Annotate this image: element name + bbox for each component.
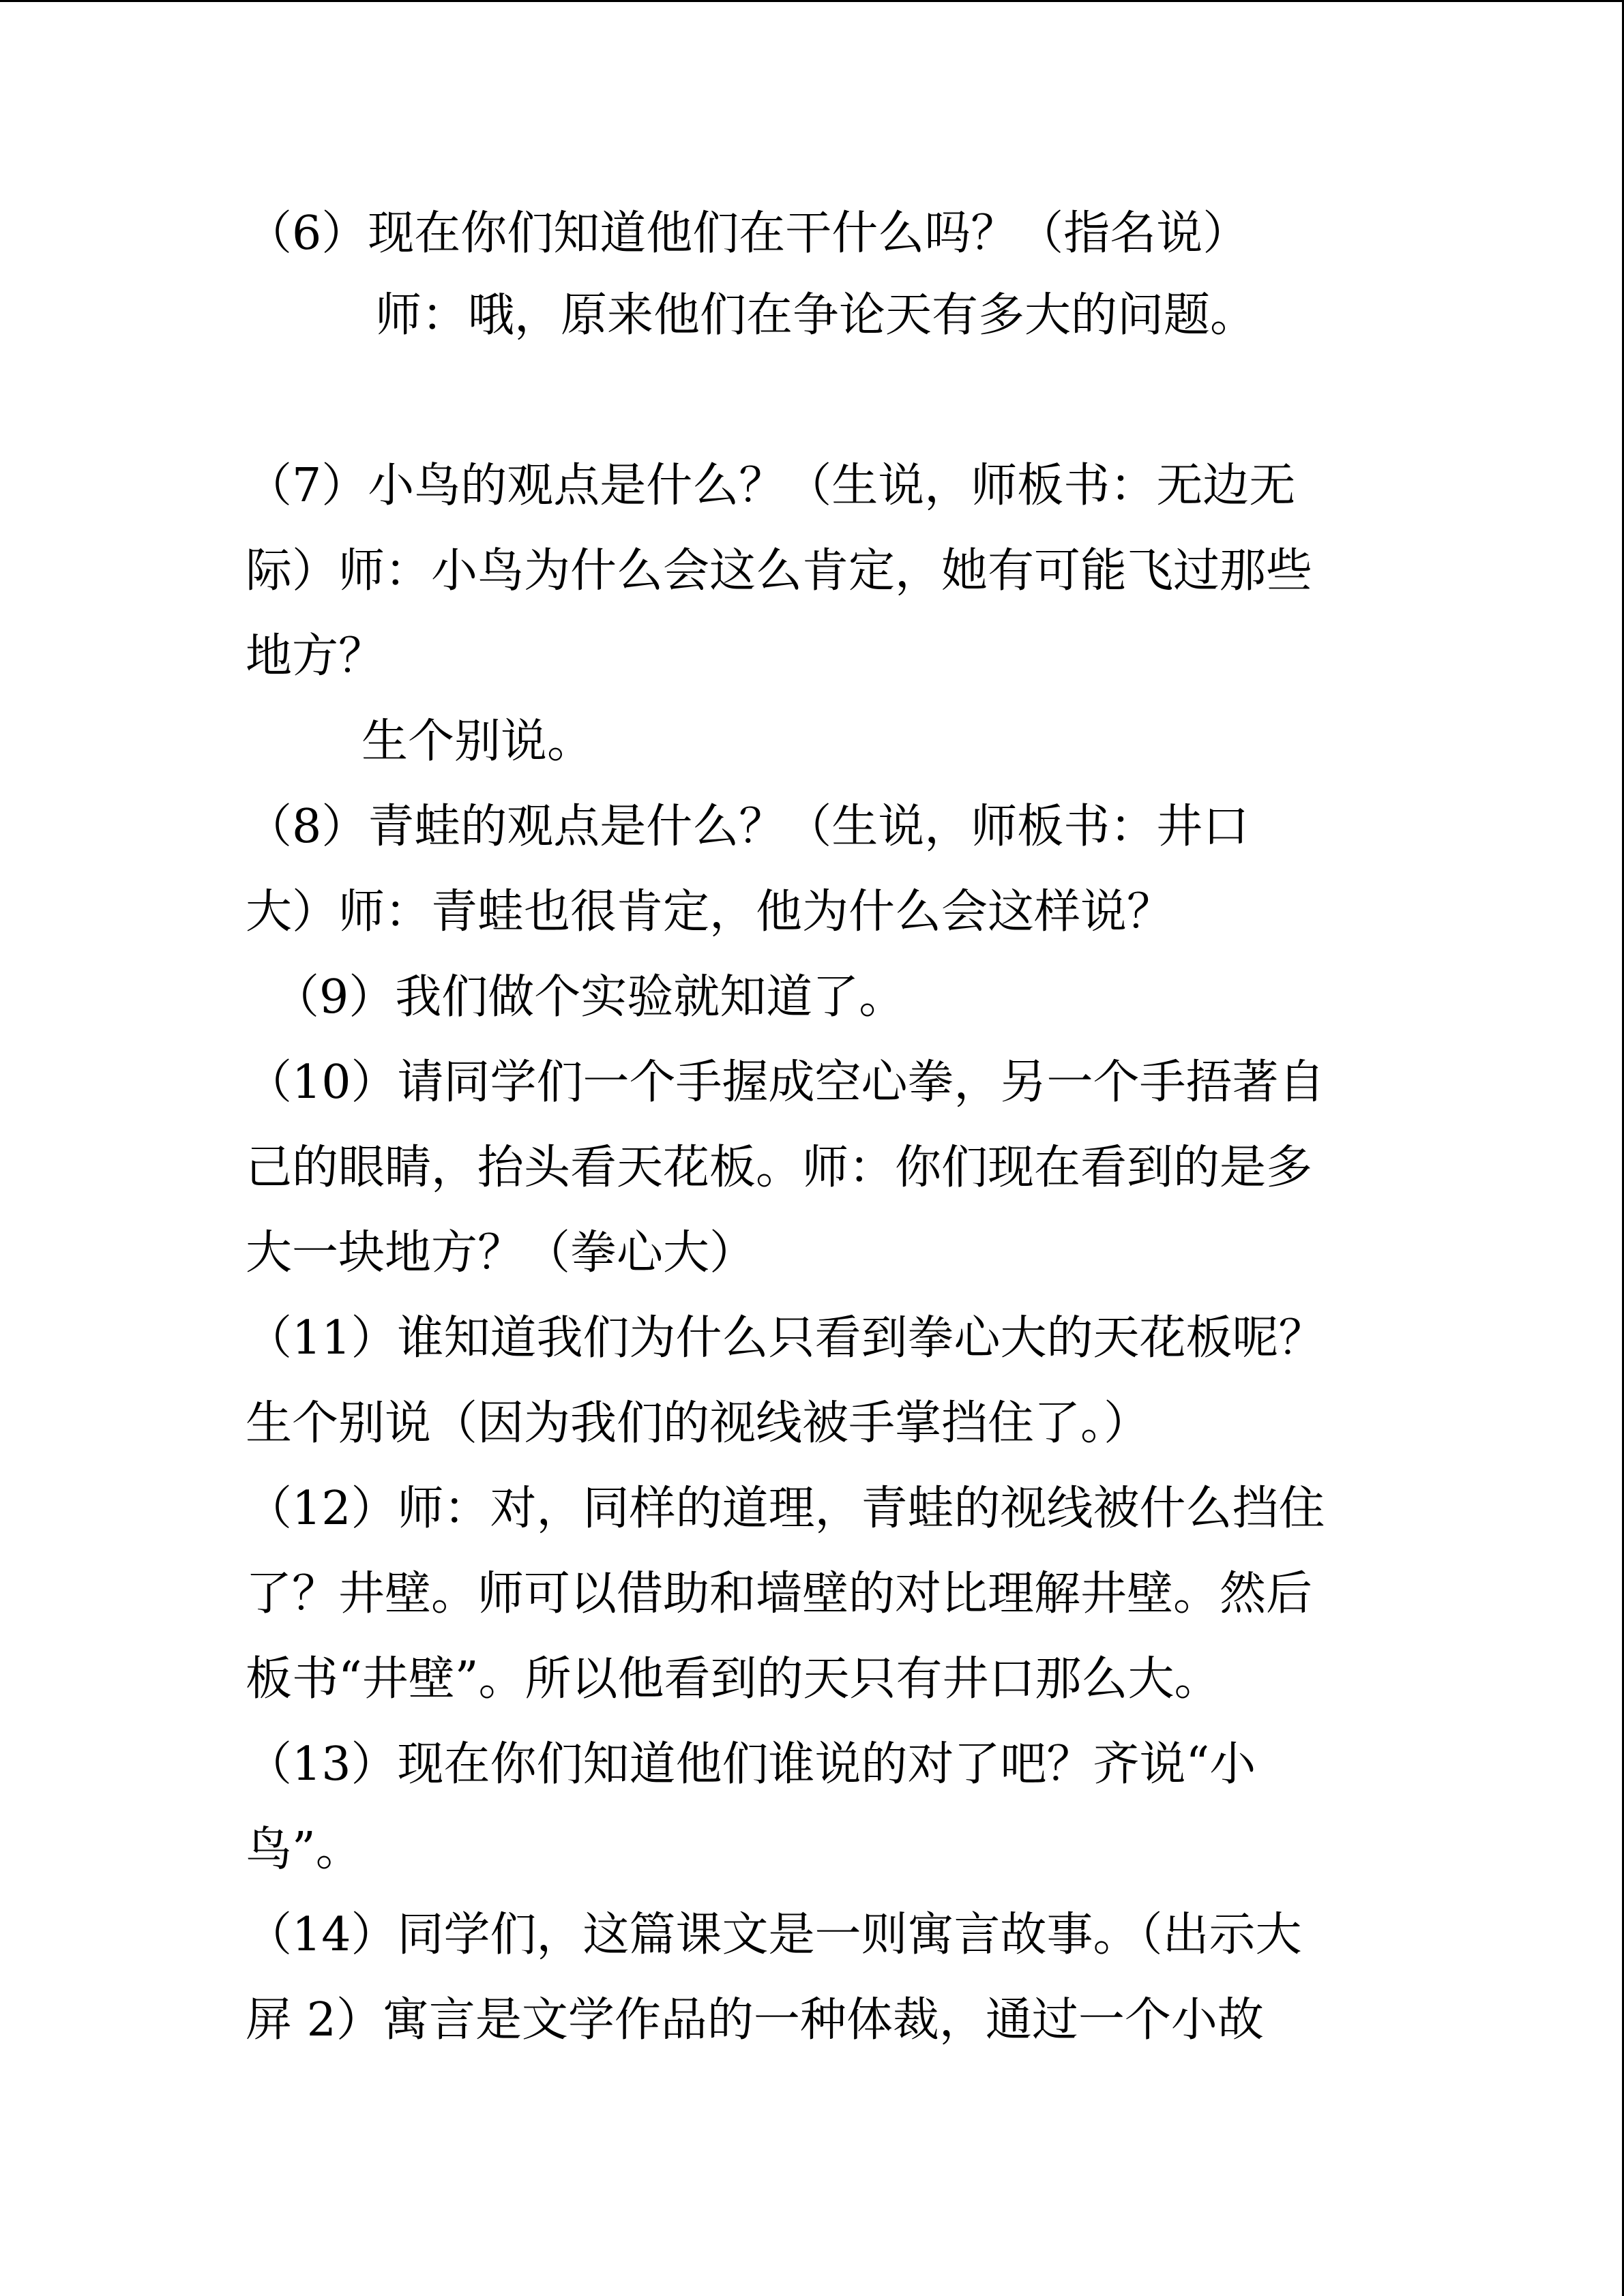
text-line: （13）现在你们知道他们谁说的对了吧？齐说“小 xyxy=(246,1738,1256,1791)
text-line: 大）师：青蛙也很肯定，他为什么会这样说？ xyxy=(246,885,1174,939)
text-line: （9）我们做个实验就知道了。 xyxy=(273,970,906,1024)
text-line: （12）师：对，同样的道理，青蛙的视线被什么挡住 xyxy=(246,1482,1325,1536)
text-line: （8）青蛙的观点是什么？（生说，师板书：井口 xyxy=(246,800,1250,854)
text-line: 地方？ xyxy=(246,629,385,683)
text-line: 屏 2）寓言是文学作品的一种体裁，通过一个小故 xyxy=(246,1993,1264,2047)
text-line: （7）小鸟的观点是什么？（生说，师板书：无边无 xyxy=(246,459,1296,513)
text-line: 师：哦，原来他们在争论天有多大的问题。 xyxy=(375,288,1257,342)
text-line: （11）谁知道我们为什么只看到拳心大的天花板呢？ xyxy=(246,1311,1325,1365)
text-line: 己的眼睛，抬头看天花板。师：你们现在看到的是多 xyxy=(246,1141,1313,1195)
text-line: 大一块地方？（拳心大） xyxy=(246,1226,756,1280)
text-line: 生个别说（因为我们的视线被手掌挡住了。） xyxy=(246,1397,1151,1450)
text-line: （14）同学们，这篇课文是一则寓言故事。（出示大 xyxy=(246,1908,1302,1962)
text-line: （10）请同学们一个手握成空心拳，另一个手捂著自 xyxy=(246,1056,1325,1109)
text-line: 生个别说。 xyxy=(361,715,594,769)
text-line: 了？井壁。师可以借助和墙壁的对比理解井壁。然后 xyxy=(246,1567,1313,1621)
text-line: 鸟”。 xyxy=(246,1823,362,1877)
text-line: 板书“井壁”。所以他看到的天只有井口那么大。 xyxy=(246,1652,1221,1706)
text-line: （6）现在你们知道他们在干什么吗？（指名说） xyxy=(246,207,1250,260)
text-line: 际）师：小鸟为什么会这么肯定，她有可能飞过那些 xyxy=(246,544,1313,598)
